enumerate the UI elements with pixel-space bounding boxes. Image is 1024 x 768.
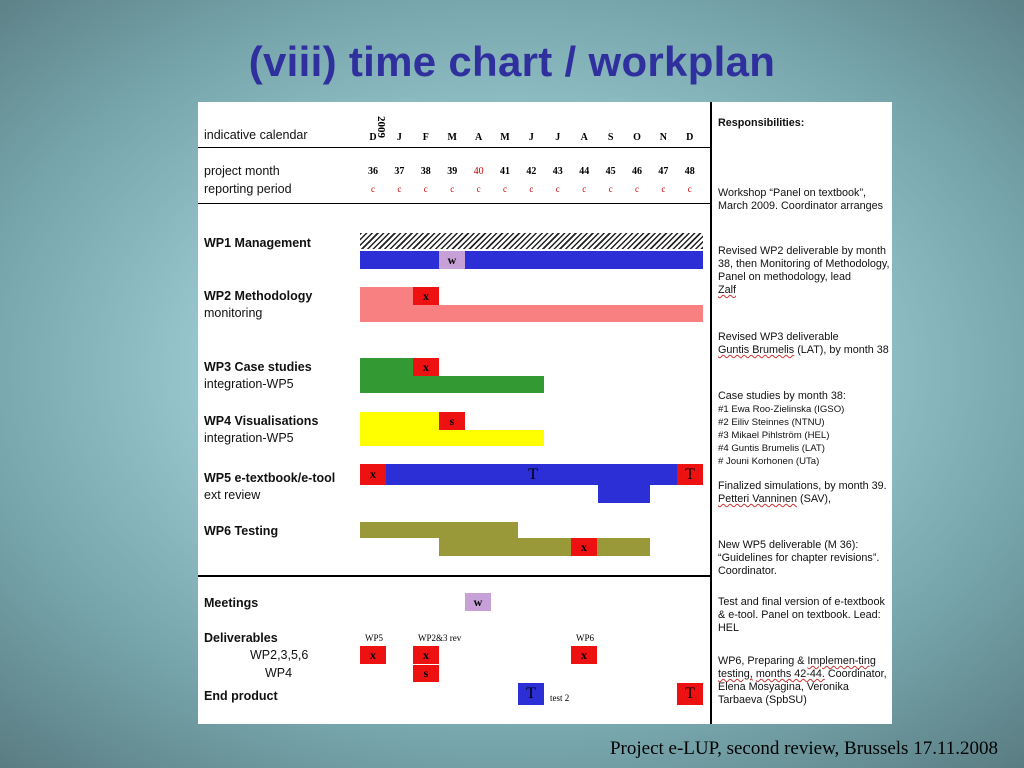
reporting-mark-5: c: [503, 184, 507, 194]
reporting-period-label: reporting period: [204, 182, 292, 196]
wp1-hatched-bar: [360, 233, 703, 249]
reporting-mark-1: c: [397, 184, 402, 194]
wp5-marker-start: x: [360, 464, 386, 485]
project-month-5: 41: [500, 166, 510, 177]
wp1-marker: w: [439, 251, 465, 269]
wp5-marker-mid: T: [528, 465, 538, 483]
deliverables-label: Deliverables: [204, 631, 278, 645]
reporting-mark-8: c: [582, 184, 587, 194]
project-month-8: 44: [579, 166, 590, 177]
end-marker-final: T: [677, 683, 703, 705]
wp4-bar: [360, 430, 544, 446]
slide-title: (viii) time chart / workplan: [248, 38, 776, 85]
month-7: J: [555, 132, 561, 143]
wp5-sub: ext review: [204, 488, 261, 502]
year-label: 2009: [375, 116, 387, 138]
header-rule: [198, 203, 710, 204]
wp3-bar-top: [360, 358, 413, 376]
wp4-label: WP4 Visualisations: [204, 414, 319, 428]
reporting-mark-4: c: [476, 184, 481, 194]
project-month-1: 37: [394, 166, 405, 177]
test2-label: test 2: [550, 693, 570, 703]
wp1-label: WP1 Management: [204, 236, 311, 250]
wp3-bar: [360, 376, 544, 393]
calendar-label: indicative calendar: [204, 128, 308, 142]
wp2-label: WP2 Methodology: [204, 289, 313, 303]
wp4-sub: integration-WP5: [204, 431, 294, 445]
wp6-marker: x: [571, 538, 597, 556]
resp-wp3: Revised WP3 deliverable Guntis Brumelis (LAT), by month 38: [718, 331, 889, 356]
resp-case-studies: Case studies by month 38: #1 Ewa Roo-Zielinska (IGSO) #2 Eiliv Steinnes (NTNU) #3 Mikael Pihlström (HEL) #4 Guntis Brumelis (LAT) # Jouni Korhonen (UTa): [718, 390, 846, 467]
month-6: J: [528, 132, 534, 143]
reporting-mark-7: c: [555, 184, 560, 194]
month-3: M: [447, 132, 457, 143]
deliv-marker-wp4: s: [413, 665, 439, 682]
deliv-note-wp5: WP5: [365, 633, 383, 643]
wp4-bar-top: [360, 412, 439, 430]
wp2-bar-top: [360, 287, 413, 305]
wp2-marker: x: [413, 287, 439, 305]
month-10: O: [633, 132, 641, 143]
project-month-12: 48: [684, 166, 695, 177]
wp5-marker-end: T: [677, 464, 703, 485]
month-5: M: [500, 132, 510, 143]
project-month-10: 46: [632, 166, 642, 177]
wp3-sub: integration-WP5: [204, 377, 294, 391]
reporting-mark-11: c: [661, 184, 666, 194]
wp5-label: WP5 e-textbook/e-tool: [204, 471, 336, 485]
deliv-marker-wp6: x: [571, 646, 597, 664]
deliverables-sub2: WP4: [265, 666, 293, 680]
end-product-label: End product: [204, 689, 278, 703]
wp2-bar: [360, 305, 703, 322]
wp5-ext-review-bar: [598, 485, 650, 503]
wp4-marker: s: [439, 412, 465, 430]
resp-wp6: WP6, Preparing & Implemen-ting testing, months 42-44. Coordinator, Elena Mosyagina, Veronika Tarbaeva (SpbSU): [718, 655, 887, 706]
project-month-7: 43: [552, 166, 563, 177]
wp6-bar: [439, 538, 650, 556]
reporting-mark-10: c: [635, 184, 639, 194]
resp-wp2: Revised WP2 deliverable by month 38, then Monitoring of Methodology, Panel on methodology, lead Zalf: [718, 245, 890, 296]
deliv-marker-wp23: x: [413, 646, 439, 664]
end-marker-test2: T: [518, 683, 544, 705]
project-month-9: 45: [605, 166, 616, 177]
deliverables-sub1: WP2,3,5,6: [250, 648, 309, 662]
project-month-label: project month: [204, 164, 280, 178]
reporting-mark-0: c: [371, 184, 375, 194]
resp-heading: Responsibilities:: [718, 117, 805, 129]
wp1-bar: [360, 251, 703, 269]
resp-workshop: Workshop “Panel on textbook”, March 2009. Coordinator arranges: [718, 187, 884, 212]
month-8: A: [580, 132, 588, 143]
project-month-0: 36: [368, 166, 378, 177]
reporting-mark-3: c: [450, 184, 455, 194]
meeting-marker: w: [465, 593, 491, 611]
month-4: A: [474, 132, 483, 143]
reporting-mark-12: c: [687, 184, 692, 194]
project-month-2: 38: [420, 166, 431, 177]
wp6-bar-top: [360, 522, 518, 538]
wp2-sub: monitoring: [204, 306, 263, 320]
footer: Project e-LUP, second review, Brussels 17.11.2008: [609, 738, 998, 759]
month-12: D: [686, 132, 694, 143]
wp6-label: WP6 Testing: [204, 524, 279, 538]
wp3-marker: x: [413, 358, 439, 376]
month-9: S: [607, 132, 614, 143]
project-month-3: 39: [447, 166, 458, 177]
section-divider: [198, 575, 710, 577]
month-2: F: [422, 132, 429, 143]
responsibilities-panel: [712, 102, 892, 724]
month-0: D: [369, 132, 377, 143]
wp3-label: WP3 Case studies: [204, 360, 312, 374]
deliv-note-wp6: WP6: [576, 633, 594, 643]
meetings-label: Meetings: [204, 596, 259, 610]
project-month-6: 42: [526, 166, 537, 177]
reporting-mark-6: c: [529, 184, 534, 194]
resp-test: Test and final version of e-textbook & e-tool. Panel on textbook. Lead: HEL: [718, 596, 885, 634]
month-1: J: [396, 132, 402, 143]
resp-wp5: New WP5 deliverable (M 36): “Guidelines for chapter revisions”. Coordinator.: [718, 539, 880, 577]
deliv-note-wp23: WP2&3 rev: [418, 633, 462, 643]
calendar-rule: [198, 147, 710, 148]
project-month-4: 40: [473, 166, 484, 177]
month-11: N: [659, 132, 667, 143]
resp-simulations: Finalized simulations, by month 39. Petteri Vanninen (SAV),: [718, 480, 887, 505]
gantt-chart: [198, 102, 710, 724]
deliv-marker-wp5: x: [360, 646, 386, 664]
reporting-mark-2: c: [423, 184, 428, 194]
project-month-11: 47: [658, 166, 669, 177]
reporting-mark-9: c: [608, 184, 613, 194]
